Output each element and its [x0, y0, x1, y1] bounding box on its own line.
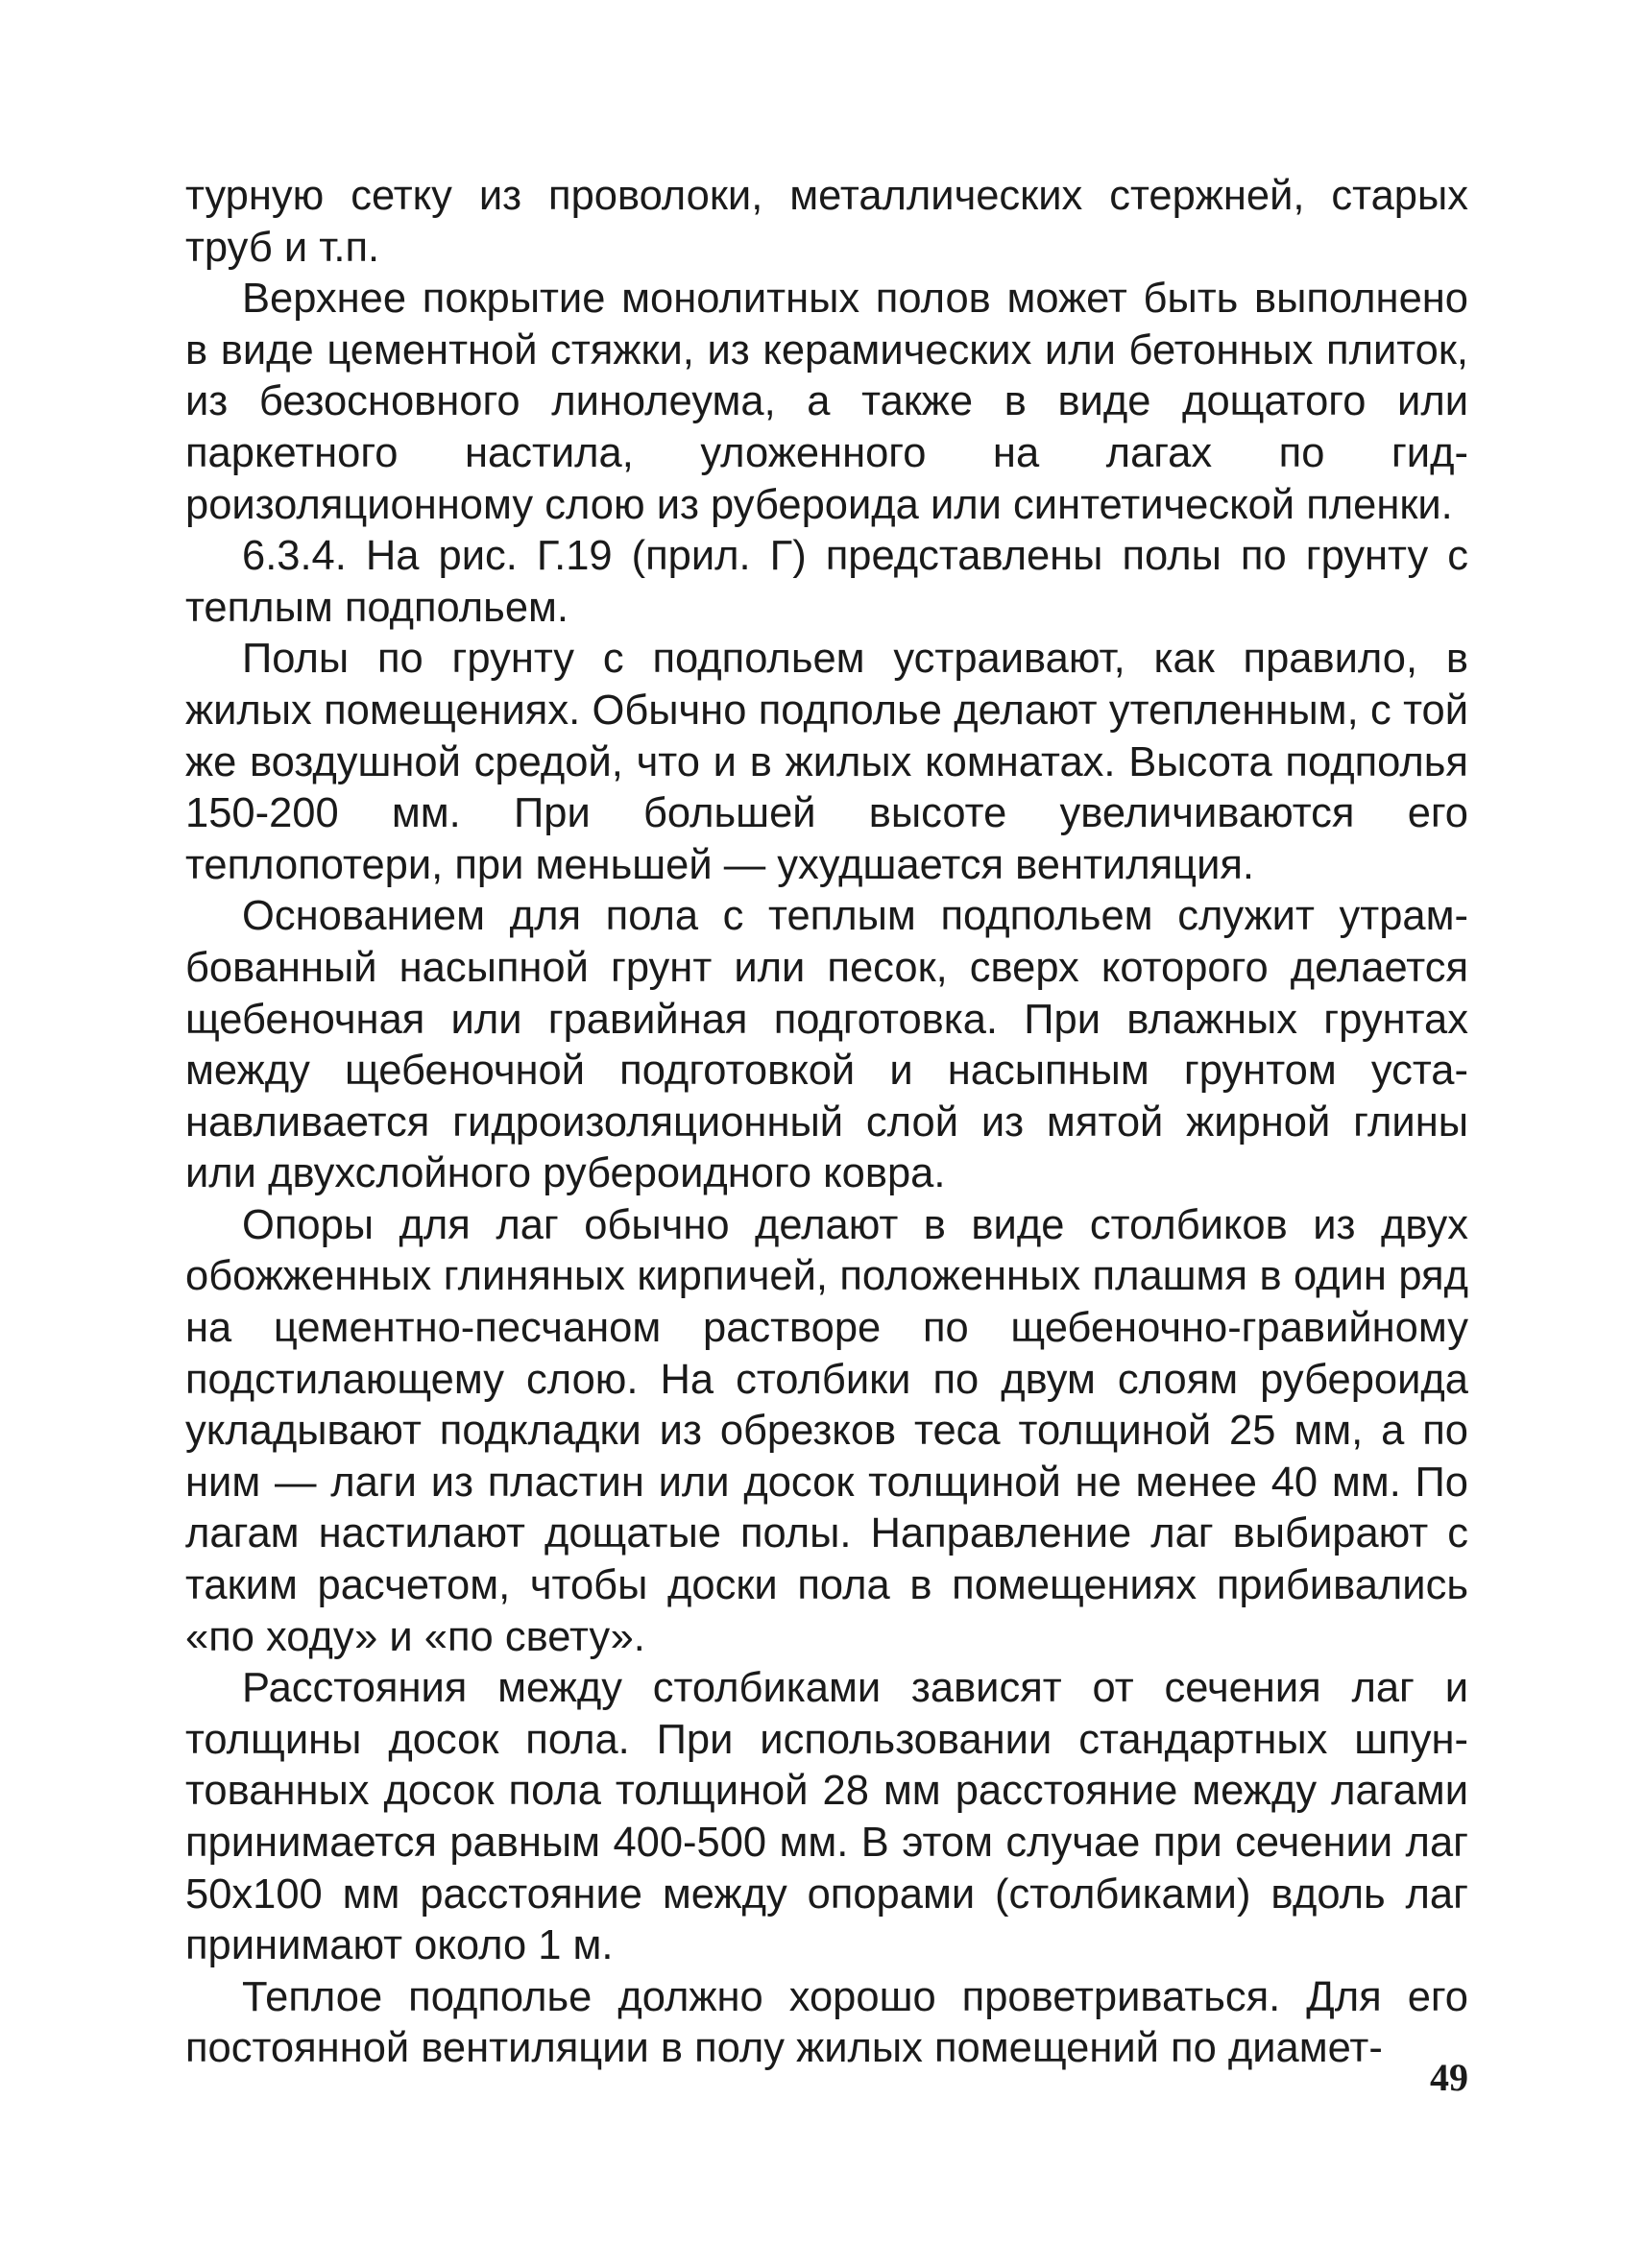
paragraph-section-6-3-4: 6.3.4. На рис. Г.19 (прил. Г) представлены полы по грунту с теплым подпольем.	[185, 533, 1468, 631]
paragraph-underfloor-height: Полы по грунту с подпольем устраивают, как правило, в жилых помещениях. Обычно подполье делают утепленным, с той же воздушной средой, что и в жилых комнатах. Высота подполья 150-200 мм. При большей высоте увеличиваются его теплопотери, при меньшей — ухудшается вентиляция.	[185, 636, 1468, 888]
body-text	[185, 171, 1468, 2075]
paragraph-top-covering: Верхнее покрытие монолитных полов может быть выполнено в виде цементной стяжки, из керамических или бетонных плиток, из безосновного линолеума, а также в виде дощатого или паркетного настила, уложенного на лагах по гидроизоляционному слою из рубероида или синтетической пленки.	[185, 276, 1468, 528]
paragraph-base: Основанием для пола с теплым подпольем служит утрамбованный насыпной грунт или песок, сверх которого делается щебеночная или гравийная подготовка. При влажных грунтах между щебеночной подготовкой и насыпным грунтом устанавливается гидроизоляционный слой из мятой жирной глины или двухслойного рубероидного ковра.	[185, 893, 1468, 1197]
paragraph-supports: Опоры для лаг обычно делают в виде столбиков из двух обожженных глиняных кирпичей, положенных плашмя в один ряд на цементно-песчаном растворе по щебеночно-гравийному подстилающему слою. На столбики по двум слоям рубероида укладывают подкладки из обрезков теса толщиной 25 мм, а по ним — лаги из пластин или досок толщиной не менее 40 мм. По лагам настилают дощатые полы. Направление лаг выбирают с таким расчетом, чтобы доски пола в помещениях прибивались «по ходу» и «по свету».	[185, 1201, 1468, 1660]
paragraph-continued: турную сетку из проволоки, металлических стержней, старых труб и т.п.	[185, 173, 1468, 271]
paragraph-spacing: Расстояния между столбиками зависят от сечения лаг и толщины досок пола. При использовании стандартных шпунтованных досок пола толщиной 28 мм расстояние между лагами принимается равным 400-500 мм. В этом случае при сечении лаг 50х100 мм расстояние между опорами (столбиками) вдоль лаг принимают около 1 м.	[185, 1665, 1468, 1969]
paragraph-ventilation: Теплое подполье должно хорошо проветриваться. Для его постоянной вентиляции в полу жилых помещений по диамет-	[185, 1973, 1468, 2072]
page-number: 49	[1430, 2056, 1468, 2099]
